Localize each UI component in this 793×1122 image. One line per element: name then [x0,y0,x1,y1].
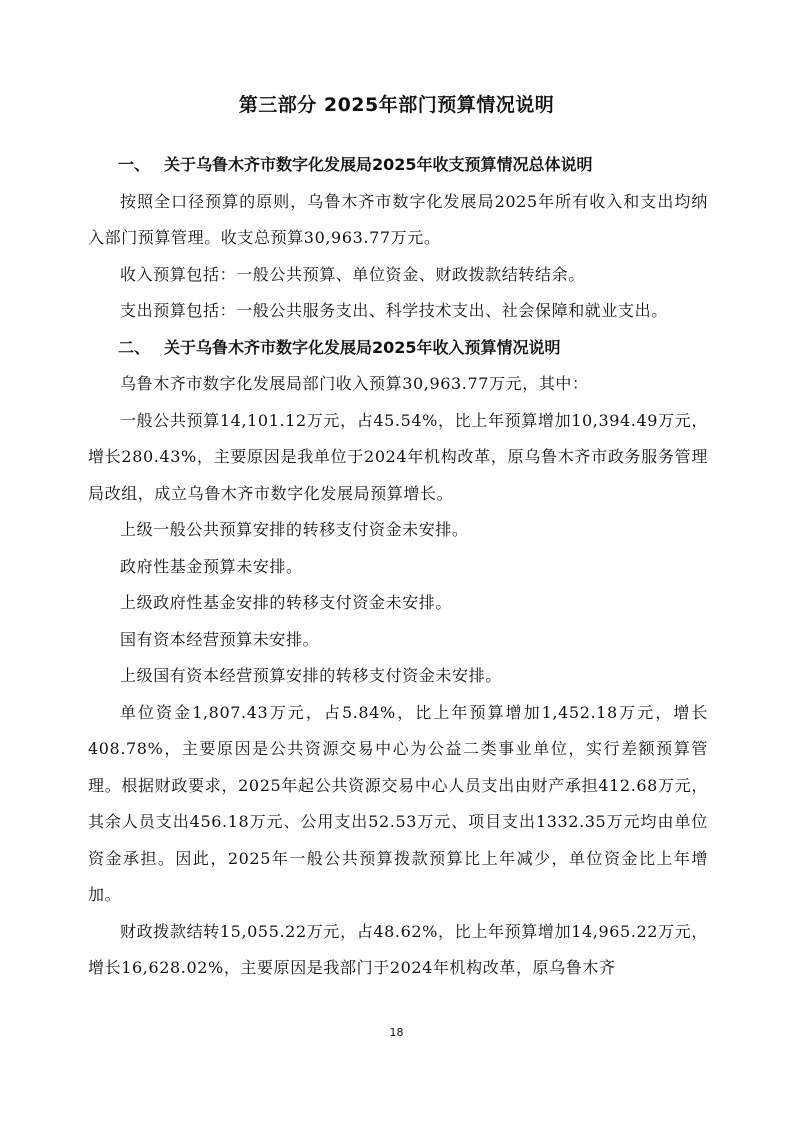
paragraph: 上级一般公共预算安排的转移支付资金未安排。 [120,520,469,539]
paragraph: 一般公共预算14,101.12万元，占45.54%，比上年预算增加10,394.49万元，增长280.43%，主要原因是我单位于2024年机构改革，原乌鲁木齐市政务服务管理局改组，成立乌鲁木齐市数字化发展局预算增长。 [88,410,708,503]
section-heading [88,147,708,184]
paragraph: 上级政府性基金安排的转移支付资金未安排。 [120,593,453,612]
page-title: 第三部分 2025年部门预算情况说明 [238,94,555,116]
paragraph: 国有资本经营预算未安排。 [120,629,320,649]
paragraph: 按照全口径预算的原则，乌鲁木齐市数字化发展局2025年所有收入和支出均纳入部门预算管理。收支总预算30,963.77万元。 [88,191,708,247]
page-number: 18 [389,1026,404,1039]
section-heading-text: 关于乌鲁木齐市数字化发展局2025年收支预算情况总体说明 [164,155,593,174]
paragraph: 财政拨款结转15,055.22万元，占48.62%，比上年预算增加14,965.22万元，增长16,628.02%，主要原因是我部门于2024年机构改革，原乌鲁木齐 [88,921,708,977]
document-body [88,147,708,987]
section-number: 二、 [118,337,151,357]
paragraph: 上级国有资本经营预算安排的转移支付资金未安排。 [120,666,502,685]
section-heading [88,330,708,367]
paragraph: 支出预算包括：一般公共服务支出、科学技术支出、社会保障和就业支出。 [120,301,668,320]
section-number: 一、 [118,155,151,174]
paragraph: 政府性基金预算未安排。 [120,556,303,576]
paragraph: 乌鲁木齐市数字化发展局部门收入预算30,963.77万元，其中： [120,374,589,393]
paragraph: 收入预算包括：一般公共预算、单位资金、财政拨款结转结余。 [120,264,585,284]
paragraph: 单位资金1,807.43万元，占5.84%，比上年预算增加1,452.18万元，增长408.78%，主要原因是公共资源交易中心为公益二类事业单位，实行差额预算管理。根据财政要求，2025年起公共资源交易中心人员支出由财产承担412.68万元，其余人员支出456.18万元、公用支出52.53万元、项目支出1332.35万元均由单位资金承担。因此，2025年一般公共预算拨款预算比上年减少，单位资金比上年增加。 [88,702,708,904]
section-heading-text: 关于乌鲁木齐市数字化发展局2025年收入预算情况说明 [164,337,561,357]
